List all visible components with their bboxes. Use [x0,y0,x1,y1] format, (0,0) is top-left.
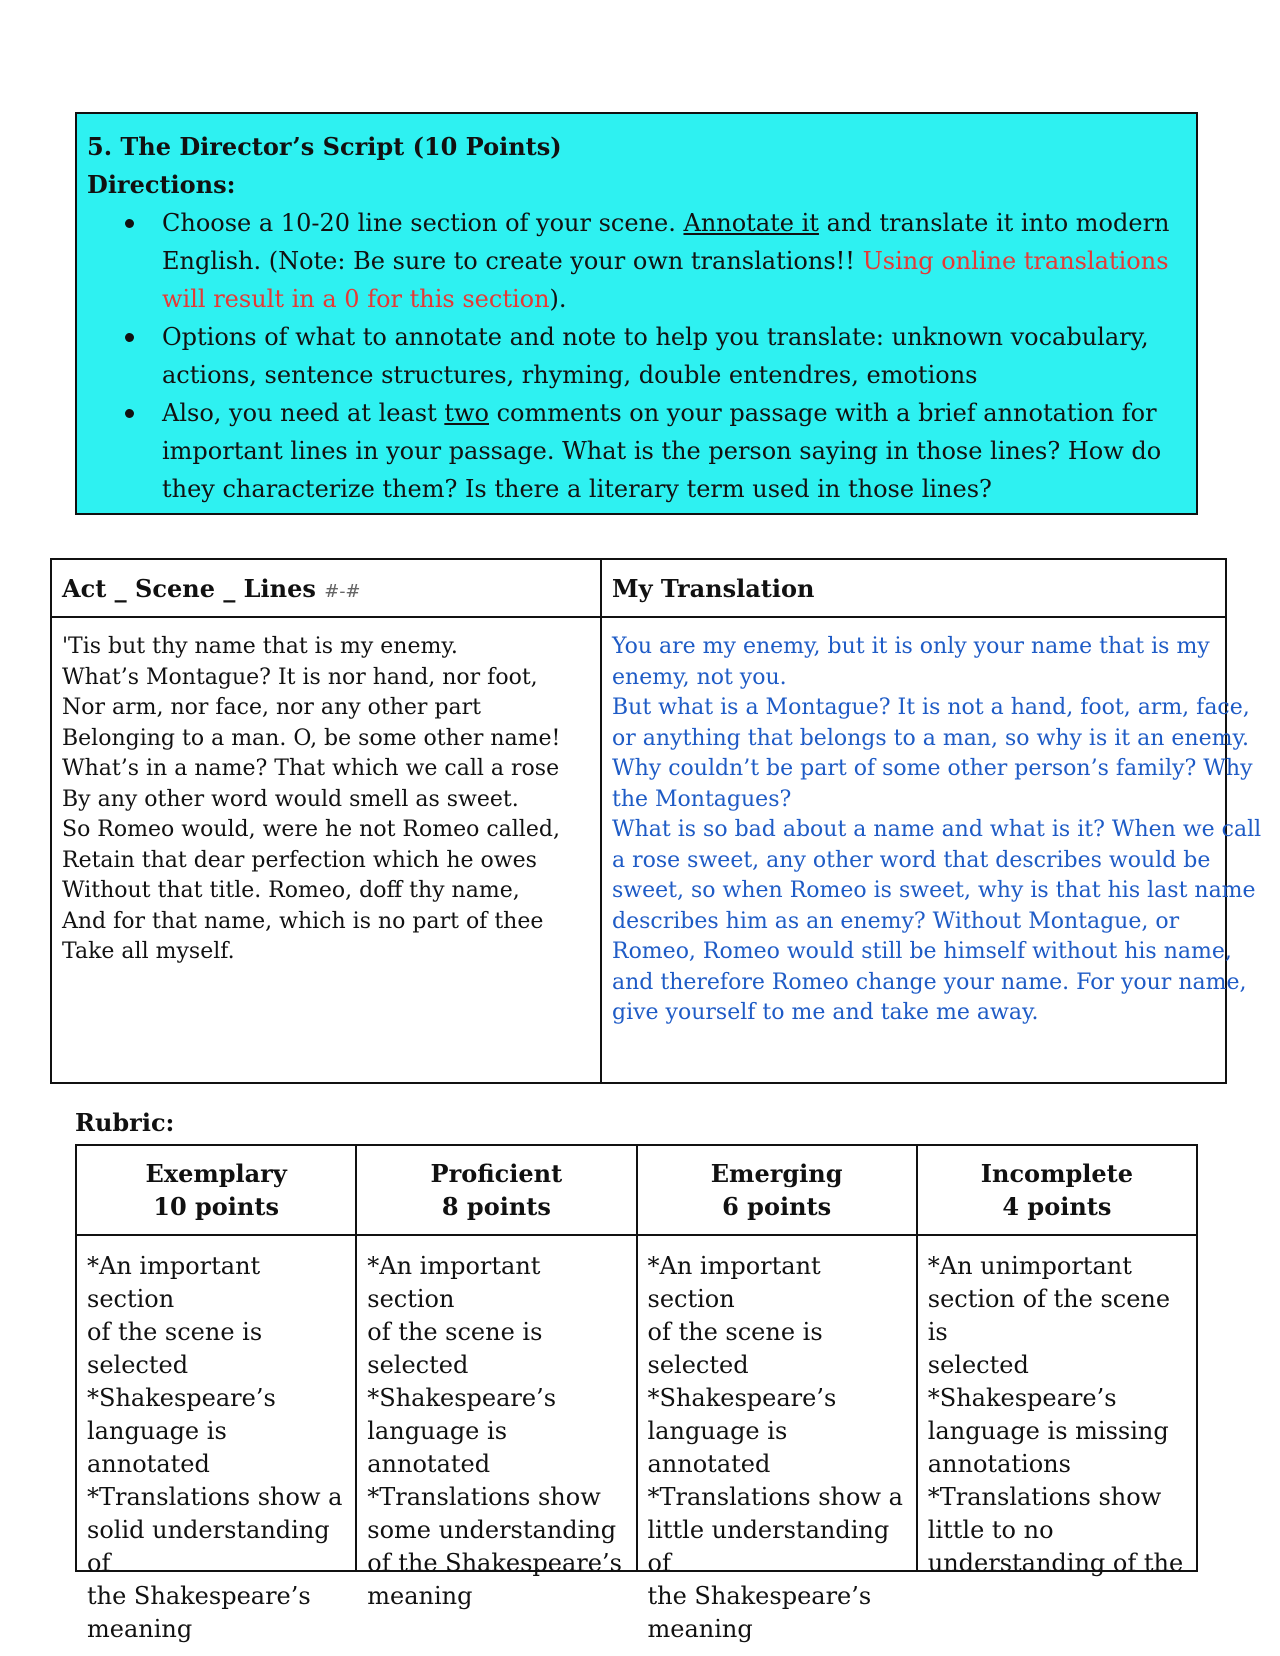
bullet1-text-c: ). [549,285,567,313]
translation-line: and therefore Romeo change your name. For your name, [612,969,1247,995]
lines-hint: #-# [324,580,361,602]
translation-line: But what is a Montague? It is not a hand, foot, arm, face, [612,695,1250,720]
bullet1-text-b: and translate it into modern English. (Note: Be sure to create your own translations!! [162,209,1170,275]
direction-bullet-2: Options of what to annotate and note to help you translate: unknown vocabulary, actions, sentence structures, rhyming, double entendres, emotions [162,318,1186,394]
translation-table-header [51,559,1226,617]
translation-line: give yourself to me and take me away. [612,1000,1039,1025]
translation-text-cell [601,617,1262,1083]
translation-line: sweet, so when Romeo is sweet, why is that his last name [612,878,1256,903]
rubric-cell-exemplary [76,1235,356,1643]
online-translation-warning: Using online translations will result in a 0 for this section [162,247,1169,313]
directions-box [75,112,1198,515]
rubric-line: *Shakespeare’s [87,1384,276,1412]
rubric-line: language is annotated [87,1417,227,1478]
bullet3-text-b: comments on your passage with a brief annotation for important lines in your passage. What is the person saying in those lines? How do they characterize them? Is there a literary term used in those lines? [162,399,1162,503]
original-line: Without that title. Romeo, doff thy name, [62,878,520,903]
translation-line: a rose sweet, any other word that describes would be [612,847,1211,873]
rubric-line: *Translations show a [87,1483,343,1511]
original-line: Nor arm, nor face, nor any other part [62,695,481,720]
rubric-line: the Shakespeare’s [87,1582,311,1610]
two-underlined: two [444,399,489,427]
directions-label: Directions: [87,170,236,199]
rubric-line: language is annotated [647,1417,788,1478]
rubric-points: 10 points [153,1192,279,1221]
annotate-it-underlined: Annotate it [683,209,819,237]
rubric-line: *An important section [87,1252,261,1313]
original-line: What’s Montague? It is nor hand, nor foot, [62,664,538,690]
rubric-header-exemplary [76,1145,356,1235]
act-scene-lines-label: Act _ Scene _ Lines [62,573,316,603]
rubric-line: understanding of the [927,1549,1184,1577]
rubric-line: of the scene is selected [367,1318,543,1379]
rubric-line: some understanding [367,1516,617,1544]
original-line: 'Tis but thy name that is my enemy. [62,634,458,659]
rubric-level: Proficient [430,1159,563,1188]
rubric-body-row [76,1235,1197,1571]
original-line: What’s in a name? That which we call a rose [62,756,560,781]
rubric-line: *Shakespeare’s [647,1384,837,1412]
rubric-line: language is missing [927,1417,1169,1445]
rubric-line: meaning [87,1615,193,1643]
translation-line: Romeo, Romeo would still be himself without his name, [612,939,1232,964]
rubric-cell-emerging [637,1235,917,1643]
translation-line: describes him as an enemy? Without Montague, or [612,908,1180,934]
rubric-header-proficient [356,1145,636,1235]
directions-list [87,204,1186,508]
rubric-header-emerging [637,1145,917,1235]
act-scene-lines-header [51,559,601,617]
rubric-line: of the scene is selected [87,1318,263,1379]
rubric-line: of the scene is selected [647,1318,823,1379]
original-line: Retain that dear perfection which he owes [62,847,537,873]
rubric-table [75,1144,1198,1643]
section-title: 5. The Director’s Script (10 Points) [87,132,562,161]
translation-line: Why couldn’t be part of some other person’s family? Why [612,756,1253,781]
original-line: And for that name, which is no part of thee [62,908,544,934]
original-line: So Romeo would, were he not Romeo called, [62,817,560,842]
original-line: Take all myself. [62,939,235,964]
translation-table-body [51,617,1226,1083]
rubric-line: section of the scene is [927,1285,1171,1346]
rubric-line: language is annotated [367,1417,508,1478]
rubric-points: 8 points [441,1192,551,1221]
rubric-line: *An unimportant [927,1252,1132,1280]
rubric-label: Rubric: [75,1108,175,1137]
rubric-line: *Shakespeare’s [367,1384,557,1412]
rubric-line: the Shakespeare’s [647,1582,872,1610]
translation-line: You are my enemy, but it is only your name that is my [612,634,1210,659]
rubric-level: Incomplete [980,1159,1133,1188]
direction-bullet-3 [162,394,1186,508]
translation-line: the Montagues? [612,786,792,812]
rubric-line: little to no [927,1516,1054,1544]
rubric-points: 6 points [722,1192,832,1221]
rubric-line: *Translations show a [647,1483,903,1511]
rubric-header-row [76,1145,1197,1235]
original-text-cell [51,617,601,1083]
rubric-points: 4 points [1002,1192,1112,1221]
rubric-cell-proficient [356,1235,636,1610]
rubric-line: meaning [367,1582,473,1610]
rubric-level: Emerging [710,1159,843,1188]
translation-line: or anything that belongs to a man, so why is it an enemy. [612,725,1249,751]
bullet3-text-a: Also, you need at least [162,399,445,427]
rubric-line: *An important section [367,1252,541,1313]
original-line: By any other word would smell as sweet. [62,786,519,812]
rubric-line: solid understanding of [87,1516,330,1577]
rubric-level: Exemplary [145,1159,287,1188]
bullet1-text-a: Choose a 10-20 line section of your scene. [162,209,684,237]
rubric-line: selected [927,1351,1029,1379]
translation-table [50,558,1262,1084]
translation-line: enemy, not you. [612,664,787,690]
rubric-line: meaning [647,1615,753,1643]
rubric-line: *An important section [647,1252,821,1313]
rubric-line: little understanding of [647,1516,890,1577]
rubric-line: *Translations show [927,1483,1162,1511]
rubric-line: annotations [927,1450,1071,1478]
rubric-cell-incomplete [917,1235,1197,1577]
rubric-header-incomplete [917,1145,1197,1235]
rubric-line: *Translations show [367,1483,601,1511]
rubric-line: of the Shakespeare’s [367,1549,622,1577]
my-translation-header: My Translation [601,559,1226,617]
direction-bullet-1 [162,204,1186,318]
translation-line: What is so bad about a name and what is it? When we call [612,817,1262,842]
original-line: Belonging to a man. O, be some other name! [62,725,561,751]
rubric-line: *Shakespeare’s [927,1384,1117,1412]
